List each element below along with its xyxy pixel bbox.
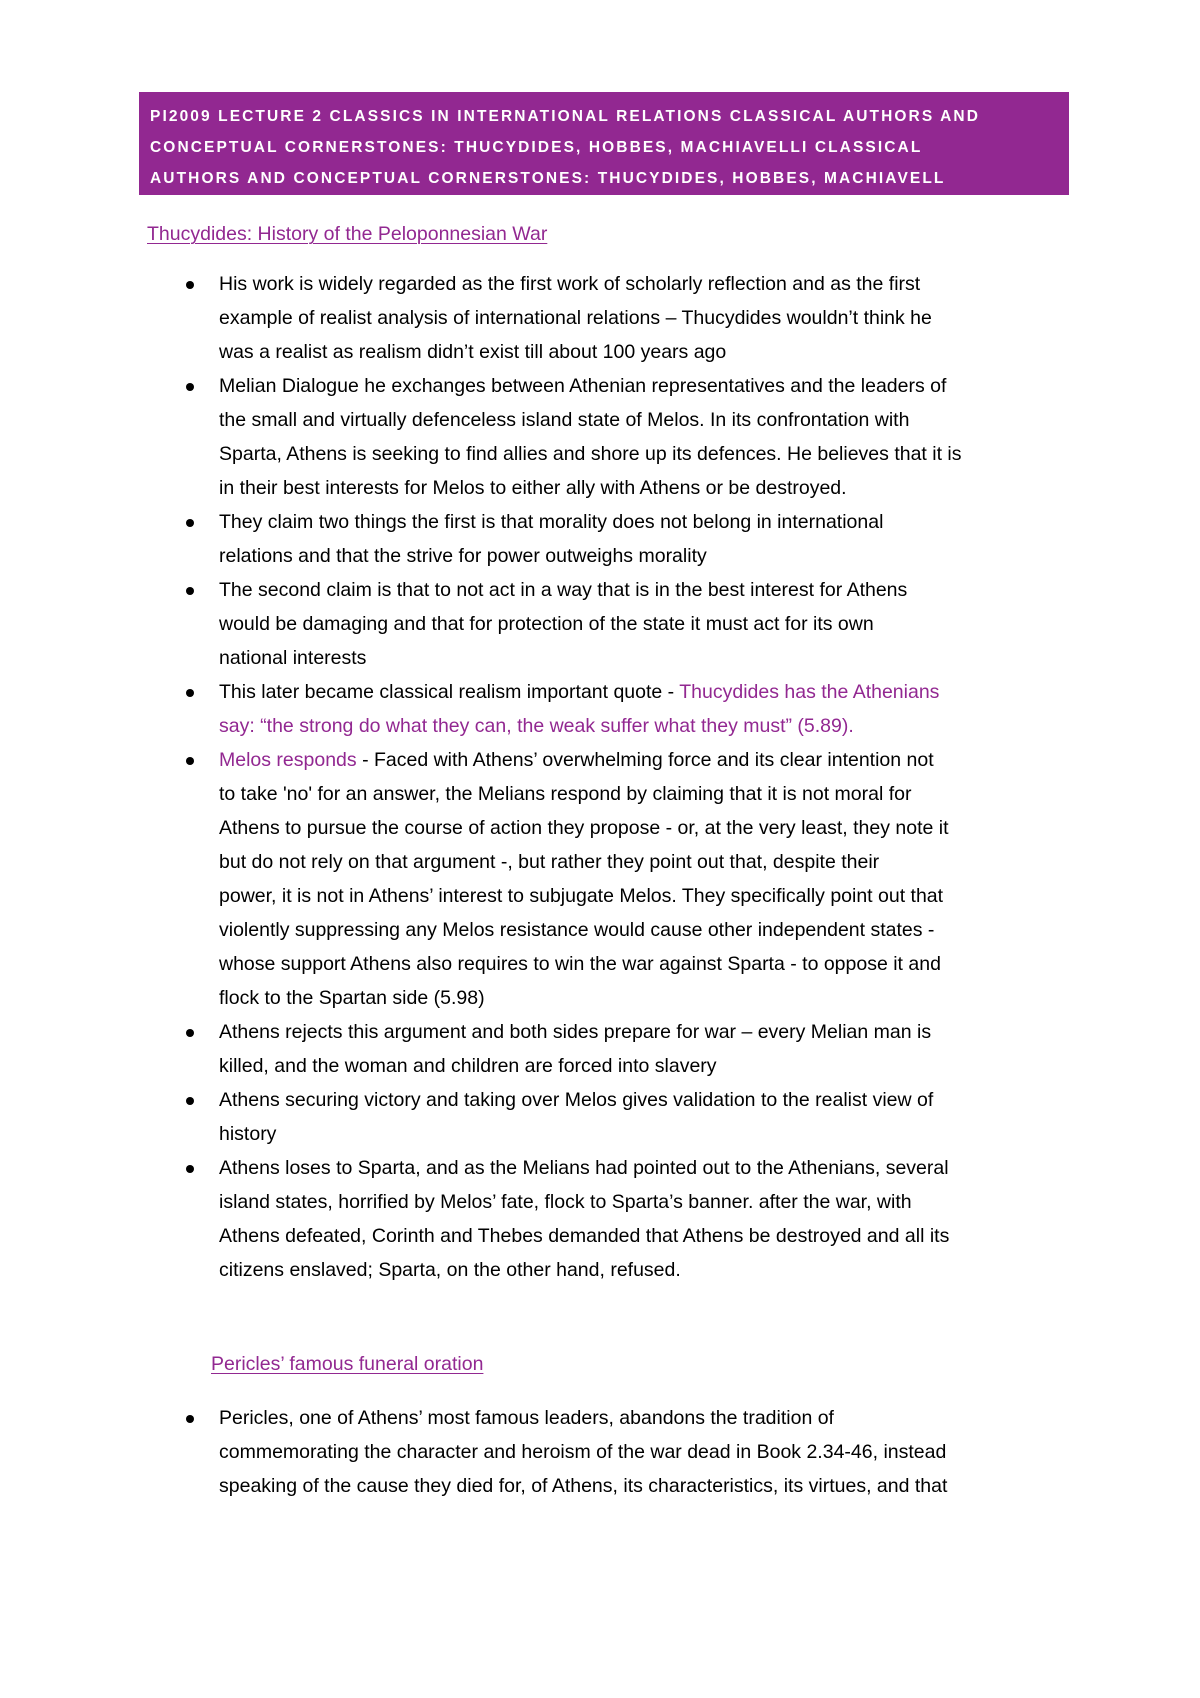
title-line: AUTHORS AND CONCEPTUAL CORNERSTONES: THUCYDIDES, HOBBES, MACHIAVELL bbox=[150, 170, 946, 187]
list-item-text: example of realist analysis of international relations – Thucydides wouldn’t think he bbox=[219, 307, 932, 329]
quote-intro-text: This later became classical realism important quote - bbox=[219, 681, 680, 703]
title-banner bbox=[139, 92, 1069, 195]
bullet-icon bbox=[186, 1165, 194, 1173]
heading-indent-underline bbox=[147, 1369, 211, 1370]
bullet-icon bbox=[186, 757, 194, 765]
list-item-text: was a realist as realism didn’t exist till about 100 years ago bbox=[219, 341, 727, 363]
list-item-text: island states, horrified by Melos’ fate, flock to Sparta’s banner. after the war, with bbox=[219, 1191, 912, 1213]
bullet-icon bbox=[186, 281, 194, 289]
list-item-text: would be damaging and that for protection of the state it must act for its own bbox=[219, 613, 874, 635]
highlighted-term: Melos responds bbox=[219, 749, 357, 771]
highlighted-quote: say: “the strong do what they can, the weak suffer what they must” (5.89). bbox=[219, 715, 854, 737]
list-item-text: national interests bbox=[219, 647, 367, 669]
bullet-icon bbox=[186, 1415, 194, 1423]
list-item-text: speaking of the cause they died for, of Athens, its characteristics, its virtues, and that bbox=[219, 1475, 948, 1497]
list-item-text: in their best interests for Melos to either ally with Athens or be destroyed. bbox=[219, 477, 847, 499]
list-item-text: Melian Dialogue he exchanges between Athenian representatives and the leaders of bbox=[219, 375, 947, 397]
list-item-text: the small and virtually defenceless island state of Melos. In its confrontation with bbox=[219, 409, 910, 431]
list-item-text: Athens securing victory and taking over Melos gives validation to the realist view of bbox=[219, 1089, 934, 1111]
list-item-text: Pericles, one of Athens’ most famous leaders, abandons the tradition of bbox=[219, 1407, 834, 1429]
list-item-text: to take 'no' for an answer, the Melians respond by claiming that it is not moral for bbox=[219, 783, 912, 805]
list-item-text: killed, and the woman and children are forced into slavery bbox=[219, 1055, 717, 1077]
list-item-text: flock to the Spartan side (5.98) bbox=[219, 987, 485, 1009]
title-line: CONCEPTUAL CORNERSTONES: THUCYDIDES, HOBBES, MACHIAVELLI CLASSICAL bbox=[150, 139, 923, 156]
bullet-icon bbox=[186, 587, 194, 595]
list-item-text: They claim two things the first is that morality does not belong in international bbox=[219, 511, 884, 533]
list-item-text: Athens rejects this argument and both sides prepare for war – every Melian man is bbox=[219, 1021, 932, 1043]
list-item-text: whose support Athens also requires to win the war against Sparta - to oppose it and bbox=[219, 953, 941, 975]
list-item-text: relations and that the strive for power outweighs morality bbox=[219, 545, 707, 567]
bullet-icon bbox=[186, 1097, 194, 1105]
list-item-text: His work is widely regarded as the first work of scholarly reflection and as the first bbox=[219, 273, 921, 295]
list-item-text: citizens enslaved; Sparta, on the other hand, refused. bbox=[219, 1259, 681, 1281]
list-item-text: The second claim is that to not act in a way that is in the best interest for Athens bbox=[219, 579, 908, 601]
list-item-text: power, it is not in Athens’ interest to subjugate Melos. They specifically point out that bbox=[219, 885, 944, 907]
section-heading-thucydides: Thucydides: History of the Peloponnesian War bbox=[147, 223, 548, 245]
list-item-text-continuation: - Faced with Athens’ overwhelming force and its clear intention not bbox=[356, 749, 934, 771]
section-heading-text: Pericles’ famous funeral oration bbox=[211, 1353, 484, 1375]
list-item-text bbox=[219, 749, 934, 772]
list-item-text: Athens to pursue the course of action they propose - or, at the very least, they note it bbox=[219, 817, 949, 839]
list-item-text: but do not rely on that argument -, but rather they point out that, despite their bbox=[219, 851, 880, 873]
bullet-icon bbox=[186, 689, 194, 697]
bullet-icon bbox=[186, 519, 194, 527]
bullet-icon bbox=[186, 1029, 194, 1037]
title-line: PI2009 LECTURE 2 CLASSICS IN INTERNATIONAL RELATIONS CLASSICAL AUTHORS AND bbox=[150, 108, 980, 125]
section-heading-pericles bbox=[147, 1353, 483, 1376]
list-item-text: commemorating the character and heroism of the war dead in Book 2.34-46, instead bbox=[219, 1441, 947, 1463]
highlighted-quote: Thucydides has the Athenians bbox=[679, 681, 940, 703]
list-item-text bbox=[219, 681, 939, 704]
bullet-icon bbox=[186, 383, 194, 391]
list-item-text: Sparta, Athens is seeking to find allies and shore up its defences. He believes that it is bbox=[219, 443, 962, 465]
list-item-text: Athens defeated, Corinth and Thebes demanded that Athens be destroyed and all its bbox=[219, 1225, 950, 1247]
list-item-text: Athens loses to Sparta, and as the Melians had pointed out to the Athenians, several bbox=[219, 1157, 949, 1179]
list-item-text: history bbox=[219, 1123, 277, 1145]
list-item-text: violently suppressing any Melos resistance would cause other independent states - bbox=[219, 919, 935, 941]
